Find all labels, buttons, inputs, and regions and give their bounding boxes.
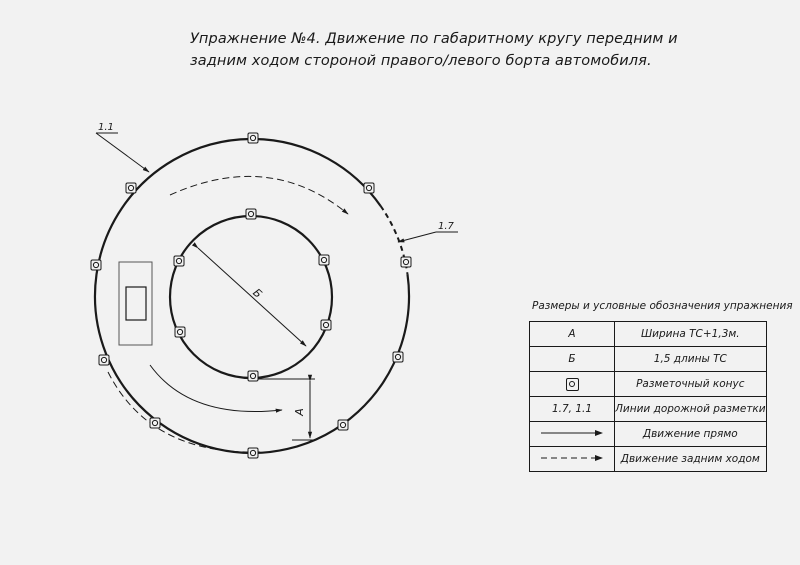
legend-description: 1,5 длины ТС: [615, 347, 767, 372]
legend-description: Линии дорожной разметки: [615, 397, 767, 422]
cone-icon: [319, 255, 329, 265]
dashed-arrow-top: [170, 176, 348, 214]
cone-icon: [393, 352, 403, 362]
legend-symbol: 1.7, 1.1: [530, 397, 615, 422]
dimension-a-label: А: [293, 408, 306, 416]
inner-circle: [170, 216, 332, 378]
cone-icon: [174, 256, 184, 266]
cone-icon: [321, 320, 331, 330]
cone-icon: [99, 355, 109, 365]
solid-arrow-inner: [150, 365, 282, 412]
legend-row: [530, 422, 767, 447]
cone-icon: [248, 448, 258, 458]
legend-description: Ширина ТС+1,3м.: [615, 322, 767, 347]
legend-caption: Размеры и условные обозначения упражнения: [532, 300, 793, 312]
legend-description: Движение прямо: [615, 422, 767, 447]
cone-icon: [91, 260, 101, 270]
leader-1-7: [398, 232, 436, 242]
cone-icon: [126, 183, 136, 193]
cone-icon: [175, 327, 185, 337]
dimension-b-label: Б: [250, 286, 265, 301]
title-line-1: Упражнение №4. Движение по габаритному кругу передним и: [190, 31, 678, 47]
title-line-2: задним ходом стороной правого/левого борта автомобиля.: [190, 53, 652, 69]
cone-icon: [248, 371, 258, 381]
dashed-arrow-left: [108, 372, 260, 452]
legend-row: [530, 397, 767, 422]
solid-arrow-icon: [537, 428, 607, 438]
legend-row: [530, 322, 767, 347]
cone-icon: [150, 418, 160, 428]
cone-icon: [401, 257, 411, 267]
legend-row: [530, 372, 767, 397]
vehicle-outline: [119, 262, 152, 345]
legend-symbol: Б: [530, 347, 615, 372]
cone-icon: [248, 133, 258, 143]
legend-table: [529, 321, 767, 472]
label-1-7: 1.7: [438, 221, 454, 232]
cone-icon: [246, 209, 256, 219]
cone-icon: [566, 378, 579, 391]
label-1-1: 1.1: [98, 122, 114, 133]
vehicle-cabin: [126, 287, 146, 320]
leader-1-1: [96, 133, 149, 172]
legend-description: Движение задним ходом: [615, 447, 767, 472]
legend-description: Разметочный конус: [615, 372, 767, 397]
cone-icon: [338, 420, 348, 430]
legend-row: [530, 347, 767, 372]
dashed-arrow-icon: [537, 453, 607, 463]
legend-row: [530, 447, 767, 472]
legend-symbol: А: [530, 322, 615, 347]
cone-icon: [364, 183, 374, 193]
